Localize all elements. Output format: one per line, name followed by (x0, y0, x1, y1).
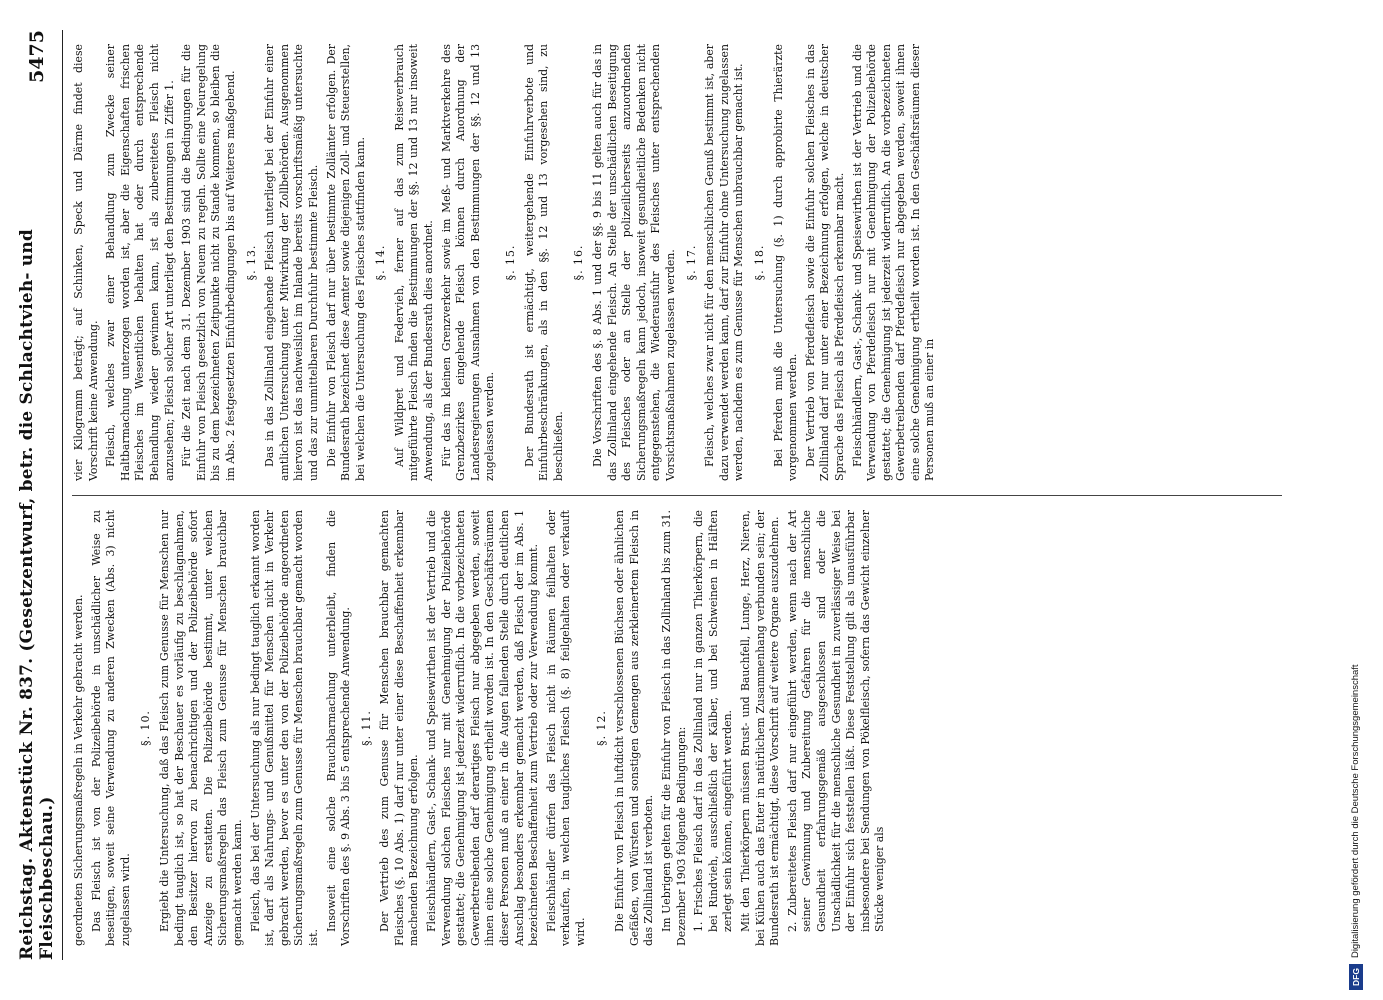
paragraph: Die Vorschriften des §. 8 Abs. 1 und der §§. 9 bis 11 gelten auch für das in das Zollinland eingehende Fleisch. An Stelle der unschädlichen Beseitigung des Fleisches oder an Stelle der polizeilicherseits anzuordnenden Sicherungsmaßregeln kann jedoch, insoweit gesundheitliche Bedenken nicht entgegenstehen, die Wiederausfuhr des Fleisches unter entsprechenden Vorsichtsmaßnahmen zugelassen werden. (591, 44, 677, 481)
list-item-number: 1. (692, 921, 706, 932)
paragraph: vier Kilogramm beträgt; auf Schinken, Speck und Därme findet diese Vorschrift keine Anwendung. (72, 44, 100, 481)
paragraph: Fleisch, das bei der Untersuchung als nur bedingt tauglich erkannt worden ist, darf als Nahrungs- und Genußmittel für Menschen nicht in Verkehr gebracht werden, bevor es unter den von der Polizeibehörde angeordneten Sicherungsmaßregeln zum Genusse für Menschen brauchbar gemacht worden ist. (248, 510, 320, 946)
paragraph: Das Fleisch ist von der Polizeibehörde in unschädlicher Weise zu beseitigen, soweit seine Verwendung zu anderen Zwecken (Abs. 3) nicht zugelassen wird. (89, 510, 132, 946)
funding-note (1347, 10, 1365, 990)
list-item (692, 510, 736, 946)
paragraph: Auf Wildpret und Federvieh, ferner auf das zum Reiseverbrauch mitgeführte Fleisch finden die Bestimmungen der §§. 12 und 13 nur insoweit Anwendung, als der Bundesrath dies anordnet. (392, 44, 436, 481)
right-column (72, 30, 1282, 495)
list-item-text: Frisches Fleisch darf in das Zollinland nur in ganzen Thierkörpern, die bei Rindvieh, ausschließlich der Kälber, und bei Schweinen in Hälften zerlegt sein können, eingeführt werden. (692, 510, 735, 932)
paragraph: Fleischhändlern, Gast-, Schank- und Speisewirthen ist der Vertrieb und die Verwendung von Pferdefleisch nur mit Genehmigung der Polizeibehörde gestattet; die Genehmigung ist jederzeit widerruflich. An die vorbezeichneten Gewerbetreibenden darf Pferdefleisch nur abgegeben werden, soweit ihnen eine solche Genehmigung ertheilt worden ist. In den Geschäftsräumen dieser Personen muß an einer in (850, 44, 937, 481)
header-title: Reichstag. Aktenstück Nr. 837. (Gesetzentwurf, betr. die Schlachtvieh- und Fleischbeschau.) (17, 228, 57, 960)
paragraph: Fleischhändler dürfen das Fleisch nicht in Räumen feilhalten oder verkaufen, in welchen taugliches Fleisch (§. 8) feilgehalten oder verkauft wird. (544, 510, 587, 946)
paragraph: Bei Pferden muß die Untersuchung (§. 1) durch approbirte Thierärzte vorgenommen werden. (771, 44, 800, 481)
paragraph: Für das im kleinen Grenzverkehr sowie im Meß- und Marktverkehre des Grenzbezirkes eingehende Fleisch können durch Anordnung der Landesregierungen Ausnahmen von den Bestimmungen der §§. 12 und 13 zugelassen werden. (439, 44, 497, 481)
section-heading: §. 17. (684, 244, 698, 281)
dfg-logo: DFG (1349, 964, 1363, 990)
paragraph: Im Uebrigen gelten für die Einfuhr von Fleisch in das Zollinland bis zum 31. Dezember 1903 folgende Bedingungen: (659, 510, 688, 946)
text-columns (72, 30, 1282, 960)
paragraph: Das in das Zollinland eingehende Fleisch unterliegt bei der Einfuhr einer amtlichen Untersuchung unter Mitwirkung der Zollbehörden. Ausgenommen hiervon ist das nachweislich im Inlande bereits vorschriftsmäßig untersuchte und das zur unmittelbaren Durchfuhr bestimmte Fleisch. (263, 44, 320, 481)
paragraph: Der Vertrieb des zum Genusse für Menschen brauchbar gemachten Fleisches (§. 10 Abs. 1) darf nur unter einer diese Beschaffenheit erkennbar machenden Bezeichnung erfolgen. (378, 510, 421, 946)
section-heading: §. 15. (504, 244, 518, 281)
page-number: 5475 (26, 30, 48, 83)
paragraph: Der Bundesrath ist ermächtigt, weitergehende Einfuhrverbote und Einfuhrbeschränkungen, als in den §§. 12 und 13 vorgesehen sind, zu beschließen. (522, 44, 565, 481)
left-column (72, 495, 1282, 960)
paragraph: Fleisch, welches zwar nicht für den menschlichen Genuß bestimmt ist, aber dazu verwendet werden kann, darf zur Einfuhr ohne Untersuchung zugelassen werden, nachdem es zum Genusse für Menschen unbrauchbar gemacht ist. (703, 44, 746, 481)
section-heading: §. 10. (139, 710, 153, 746)
paragraph: Fleisch, welches zwar einer Behandlung zum Zwecke seiner Haltbarmachung unterzogen worden ist, aber die Eigenschaften frischen Fleisches im Wesentlichen behalten hat oder durch entsprechende Behandlung wieder gewinnen kann, ist als zubereitetes Fleisch nicht anzusehen; Fleisch solcher Art unterliegt den Bestimmungen in Ziffer 1. (104, 44, 176, 481)
paragraph: Die Einfuhr von Fleisch in luftdicht verschlossenen Büchsen oder ähnlichen Gefäßen, von Würsten und sonstigen Gemengen aus zerkleinertem Fleisch in das Zollinland ist verboten. (613, 510, 656, 946)
paragraph: geordneten Sicherungsmaßregeln in Verkehr gebracht werden. (72, 594, 85, 946)
section-heading: §. 18. (752, 244, 766, 281)
paragraph: Insoweit eine solche Brauchbarmachung unterbleibt, finden die Vorschriften des §. 9 Abs. 3 bis 5 entsprechende Anwendung. (324, 510, 353, 946)
funding-text: Digitalisierung gefördert durch die Deutsche Forschungsgemeinschaft (1350, 664, 1361, 959)
list-item-number: 2. (785, 921, 799, 932)
section-heading: §. 12. (594, 710, 608, 746)
list-item-text: Zubereitetes Fleisch darf nur eingeführt werden, wenn nach der Art seiner Gewinnung und Zubereitung Gefahren für die menschliche Gesundheit erfahrungsgemäß ausgeschlossen sind oder die Unschädlichkeit für die menschliche Gesundheit in zuverlässiger Weise bei der Einfuhr sich feststellen läßt. Diese Feststellung gilt als unausführbar insbesondere bei Sendungen von Pökelfleisch, sofern das Gewicht einzelner Stücke weniger als (785, 510, 887, 932)
paragraph: Ergiebt die Untersuchung, daß das Fleisch zum Genusse für Menschen nur bedingt tauglich ist, so hat der Beschauer es vorläufig zu beschlagnahmen, den Besitzer hiervon zu benachrichtigen und der Polizeibehörde sofort Anzeige zu erstatten. Die Polizeibehörde bestimmt, unter welchen Sicherungsmaßregeln das Fleisch zum Genusse für Menschen brauchbar gemacht werden kann. (157, 510, 244, 946)
section-heading: §. 14. (374, 244, 388, 281)
paragraph: Mit den Thierkörpern müssen Brust- und Bauchfell, Lunge, Herz, Nieren, bei Kühen auch das Euter in natürlichem Zusammenhang verbunden sein; der Bundesrath ist ermächtigt, diese Vorschrift auf weitere Organe auszudehnen. (738, 510, 782, 946)
section-heading: §. 16. (572, 244, 586, 281)
list-item (786, 510, 888, 946)
paragraph: Der Vertrieb von Pferdefleisch sowie die Einfuhr solchen Fleisches in das Zollinland darf nur unter einer Bezeichnung erfolgen, welche in deutscher Sprache das Fleisch als Pferdefleisch erkennbar macht. (803, 44, 846, 481)
paragraph: Für die Zeit nach dem 31. Dezember 1903 sind die Bedingungen für die Einfuhr von Fleisch gesetzlich von Neuem zu regeln. Sollte eine Neuregelung bis zu dem bezeichneten Zeitpunkte nicht zu Stande kommen, so bleiben die im Abs. 2 festgesetzten Einfuhrbedingungen bis auf Weiteres maßgebend. (180, 44, 237, 481)
paragraph: Die Einfuhr von Fleisch darf nur über bestimmte Zollämter erfolgen. Der Bundesrath bezeichnet diese Aemter sowie diejenigen Zoll- und Steuerstellen, bei welchen die Untersuchung des Fleisches stattfinden kann. (324, 44, 367, 481)
section-heading: §. 11. (359, 710, 373, 746)
section-heading: §. 13. (244, 244, 258, 281)
paragraph: Fleischhändlern, Gast-, Schank- und Speisewirthen ist der Vertrieb und die Verwendung solchen Fleisches nur mit Genehmigung der Polizeibehörde gestattet; die Genehmigung ist jederzeit widerruflich. In die vorbezeichneten Gewerbetreibenden darf derartiges Fleisch nur abgegeben werden, soweit ihnen eine solche Genehmigung ertheilt worden ist. In den Geschäftsräumen dieser Personen muß an einer in die Augen fallenden Stelle durch deutlichen Anschlag besonders erkennbar gemacht werden, daß Fleisch der im Abs. 1 bezeichneten Beschaffenheit zum Vertrieb oder zur Verwendung kommt. (425, 510, 541, 946)
page-header (12, 30, 63, 960)
